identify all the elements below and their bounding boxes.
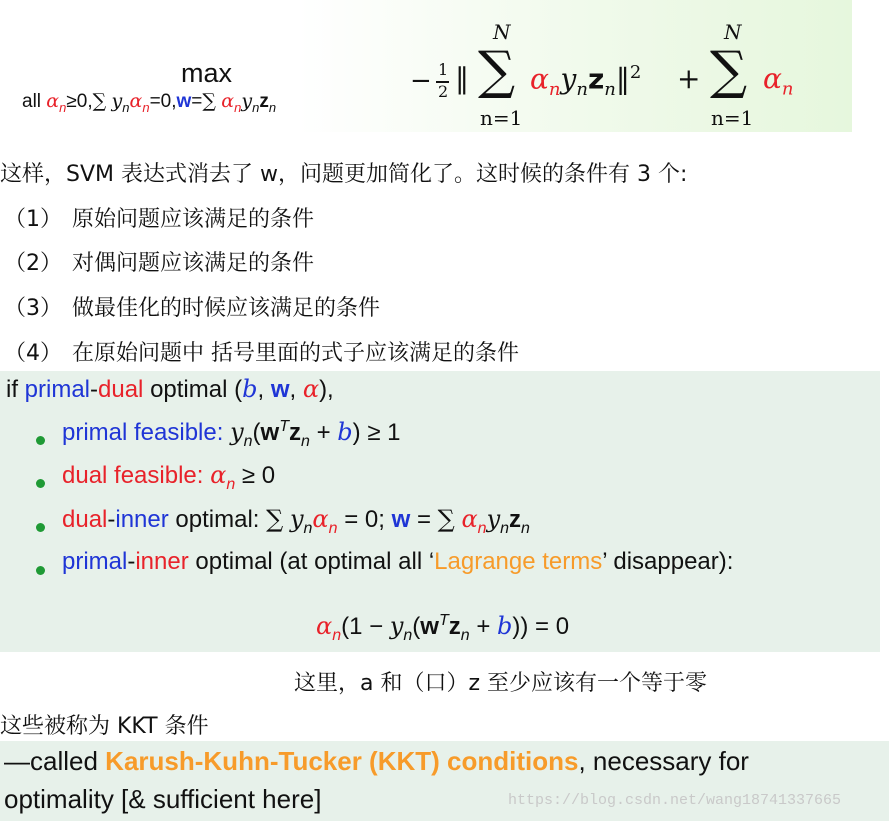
half-denominator: 2: [438, 82, 449, 101]
kkt-called-panel: [0, 741, 889, 821]
condition-item-2: [4, 246, 314, 277]
sum2-upper-limit: N: [724, 20, 742, 44]
sum-lower-limit: n=1: [480, 106, 523, 130]
intro-text: 这样，SVM 表达式消去了 w，问题更加简化了。这时候的条件有 3 个:: [0, 162, 688, 187]
condition-item-1: [4, 202, 314, 233]
condition-text: 对偶问题应该满足的条件: [72, 251, 315, 276]
sum-upper-limit: N: [493, 20, 511, 44]
half-numerator: 1: [438, 60, 449, 79]
primal-inner-optimal-line: primal-inner optimal (at optimal all ‘Lagrange terms’ disappear):: [62, 548, 734, 575]
sum2-term: $\alpha_n$: [763, 62, 794, 100]
kkt-if-line: if primal-dual optimal (b, w, α),: [6, 375, 334, 403]
condition-item-4: [4, 336, 519, 367]
condition-text: 做最佳化的时候应该满足的条件: [72, 296, 381, 321]
max-constraint: all $\alpha_n\ge 0,\sum$ $y_n\alpha_n=0,w=\sum$ $\alpha_ny_nz_n$: [22, 90, 277, 115]
condition-text: 在原始问题中 括号里面的式子应该满足的条件: [72, 341, 519, 366]
dual-inner-optimal-line: dual-inner optimal: ∑ $y_n\alpha_n = 0$; w = ∑ $\alpha_ny_nz_n$: [62, 505, 530, 537]
norm-open: ‖: [455, 62, 469, 95]
bullet-dot: [36, 560, 45, 579]
condition-number: （3）: [4, 296, 62, 321]
plus-sign: +: [677, 62, 701, 95]
note-text: 这里，a 和（口）z 至少应该有一个等于零: [294, 671, 708, 696]
dual-feasible-line: dual feasible: $\alpha_n \ge 0$: [62, 461, 276, 493]
condition-item-3: [4, 291, 380, 322]
condition-text: 原始问题应该满足的条件: [72, 207, 315, 232]
called-line-2: optimality [& sufficient here]: [4, 784, 322, 814]
condition-number: （1）: [4, 207, 62, 232]
called-line-1: —called Karush-Kuhn-Tucker (KKT) conditions, necessary for: [4, 746, 749, 776]
kkt-intro-text: 这些被称为 KKT 条件: [0, 714, 209, 739]
sum-term: $\alpha_ny_nz_n‖^2$: [530, 62, 642, 100]
condition-number: （4）: [4, 341, 62, 366]
condition-number: （2）: [4, 251, 62, 276]
sum-symbol: ∑: [478, 41, 516, 101]
complementary-slackness-equation: $\alpha_n(1 - y_n(w^Tz_n + b)) = 0$: [316, 612, 570, 644]
watermark: https://blog.csdn.net/wang18741337665: [508, 792, 842, 809]
bullet-dot: [36, 430, 45, 449]
sum2-symbol: ∑: [710, 41, 748, 101]
max-label: max: [181, 58, 233, 88]
bullet-dot: [36, 517, 45, 536]
bullet-dot: [36, 473, 45, 492]
primal-feasible-line: primal feasible: $y_n(w^Tz_n + b) \ge 1$: [62, 418, 401, 450]
sum2-lower-limit: n=1: [711, 106, 754, 130]
kkt-conditions-panel: [0, 371, 880, 652]
formula-panel: [0, 0, 852, 132]
minus-sign: −: [410, 66, 432, 96]
